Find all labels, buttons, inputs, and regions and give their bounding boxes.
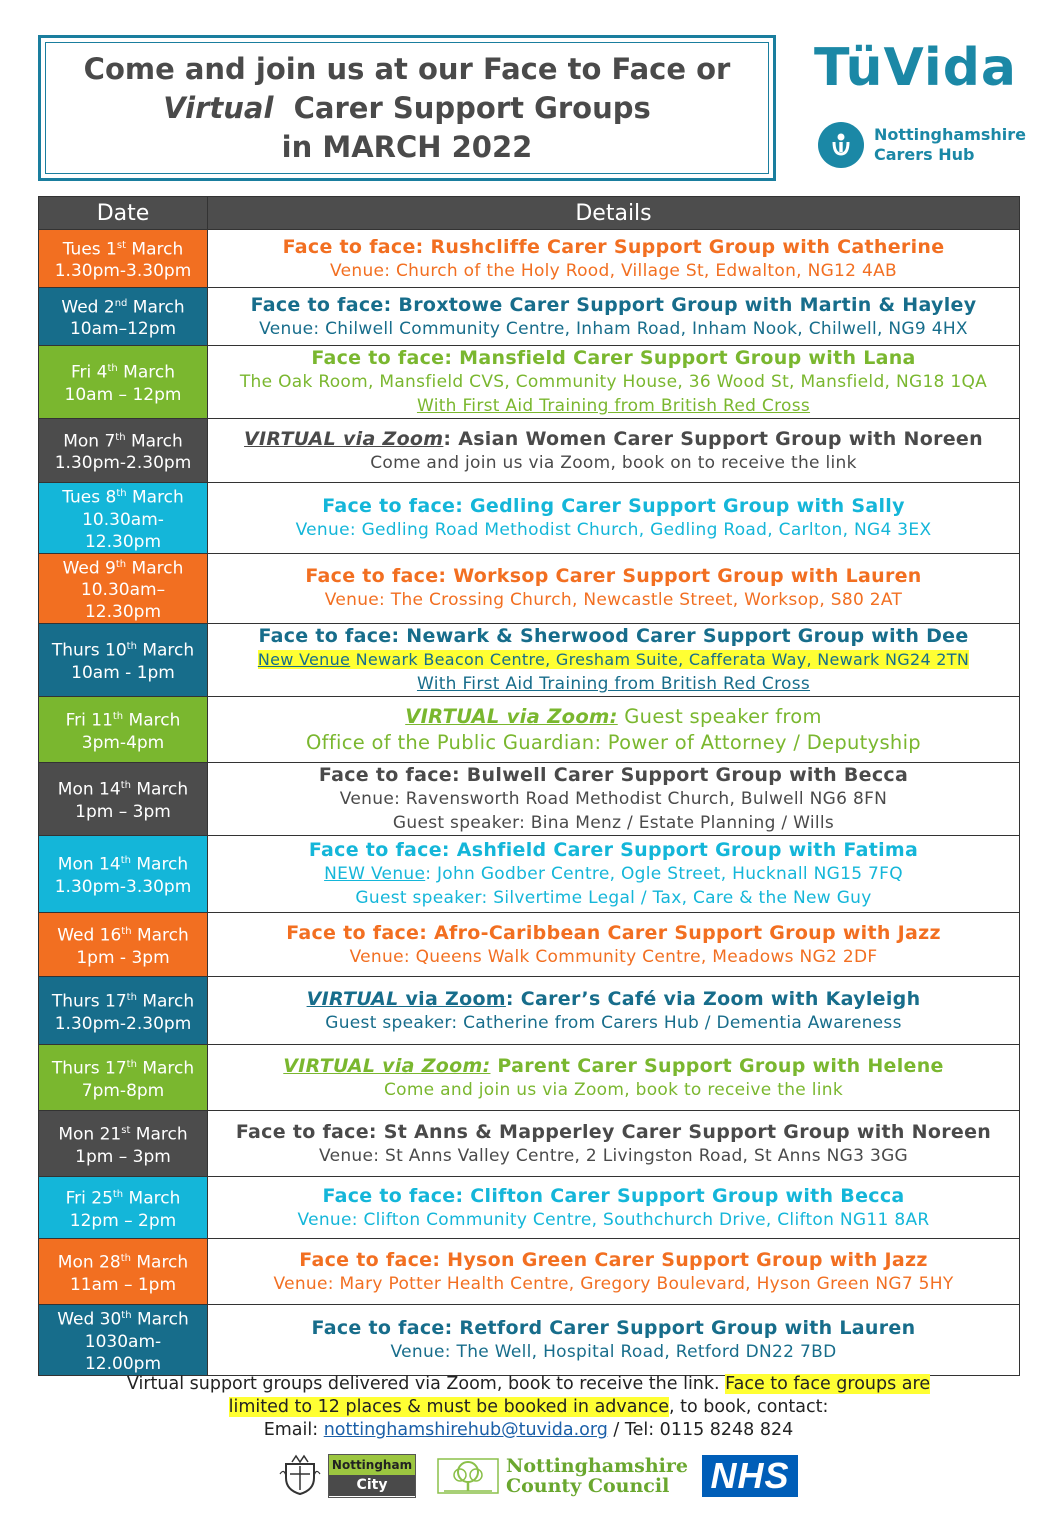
group-title: Face to face: Bulwell Carer Support Group with Becca bbox=[318, 764, 909, 787]
group-title: Face to face: Rushcliffe Carer Support Group with Catherine bbox=[282, 235, 945, 258]
details-cell bbox=[208, 1239, 1020, 1305]
venue-line: Office of the Public Guardian: Power of Attorney / Deputyship bbox=[306, 730, 921, 754]
group-title: VIRTUAL via Zoom: Guest speaker from bbox=[405, 704, 822, 728]
details-cell bbox=[208, 1111, 1020, 1177]
group-title: Face to face: Retford Carer Support Group with Lauren bbox=[311, 1317, 916, 1340]
speaker-line: Guest speaker: Silvertime Legal / Tax, Care & the New Guy bbox=[355, 888, 872, 909]
date-cell: Tues 8th March 10.30am- 12.30pm bbox=[39, 483, 208, 554]
group-title: Face to face: Mansfield Carer Support Group with Lana bbox=[311, 347, 916, 369]
hub-i-icon bbox=[826, 130, 856, 160]
details-cell bbox=[208, 624, 1020, 697]
date-cell: Thurs 17th March 7pm-8pm bbox=[39, 1045, 208, 1111]
table-row bbox=[39, 553, 1020, 624]
venue-line: Venue: Gedling Road Methodist Church, Gedling Road, Carlton, NG4 3EX bbox=[295, 519, 932, 540]
carers-hub-text bbox=[874, 125, 1026, 165]
training-link[interactable]: With First Aid Training from British Red Cross bbox=[416, 674, 811, 695]
speaker-line: Guest speaker: Catherine from Carers Hub / Dementia Awareness bbox=[325, 1012, 902, 1033]
title-line-2-rest: Carer Support Groups bbox=[293, 90, 651, 125]
table-row bbox=[39, 697, 1020, 763]
venue-line: The Oak Room, Mansfield CVS, Community House, 36 Wood St, Mansfield, NG18 1QA bbox=[239, 372, 988, 392]
table-row bbox=[39, 763, 1020, 836]
details-cell bbox=[208, 977, 1020, 1045]
new-venue-label: New Venue bbox=[257, 650, 351, 670]
group-title: Face to face: Gedling Carer Support Group with Sally bbox=[322, 494, 905, 517]
group-title: Face to face: Newark & Sherwood Carer Support Group with Dee bbox=[258, 625, 969, 648]
date-cell: Fri 11th March 3pm-4pm bbox=[39, 697, 208, 763]
date-cell: Mon 14th March 1.30pm-3.30pm bbox=[39, 836, 208, 913]
details-cell bbox=[208, 763, 1020, 836]
date-cell: Thurs 17th March 1.30pm-2.30pm bbox=[39, 977, 208, 1045]
details-cell bbox=[208, 836, 1020, 913]
venue-line: Venue: St Anns Valley Centre, 2 Livingston Road, St Anns NG3 3GG bbox=[318, 1145, 909, 1166]
footer-line-3: Email: nottinghamshirehub@tuvida.org / Tel: 0115 8248 824 bbox=[263, 1420, 794, 1440]
venue-line: Venue: Clifton Community Centre, Southchurch Drive, Clifton NG11 8AR bbox=[297, 1209, 930, 1230]
date-cell: Fri 4th March 10am – 12pm bbox=[39, 346, 208, 419]
carers-hub-icon bbox=[818, 122, 864, 168]
details-cell bbox=[208, 697, 1020, 763]
date-cell: Wed 16th March 1pm - 3pm bbox=[39, 913, 208, 977]
venue-line: Venue: Ravensworth Road Methodist Church, Bulwell NG6 8FN bbox=[339, 789, 888, 810]
venue-line: Venue: Queens Walk Community Centre, Meadows NG2 2DF bbox=[349, 946, 878, 967]
virtual-label[interactable]: VIRTUAL via Zoom: bbox=[405, 704, 618, 728]
details-cell bbox=[208, 1305, 1020, 1376]
table-row bbox=[39, 1239, 1020, 1305]
table-row bbox=[39, 1305, 1020, 1376]
group-title: Face to face: Broxtowe Carer Support Group with Martin & Hayley bbox=[250, 293, 977, 316]
telephone-text: / Tel: 0115 8248 824 bbox=[607, 1420, 794, 1440]
column-header-details: Details bbox=[208, 197, 1020, 230]
details-cell bbox=[208, 483, 1020, 554]
group-title: Face to face: Worksop Carer Support Group with Lauren bbox=[305, 565, 922, 588]
date-cell: Mon 28th March 11am – 1pm bbox=[39, 1239, 208, 1305]
date-cell: Tues 1st March 1.30pm-3.30pm bbox=[39, 230, 208, 288]
title-line-2 bbox=[163, 89, 651, 128]
title-line-3: in MARCH 2022 bbox=[281, 129, 533, 164]
table-row bbox=[39, 624, 1020, 697]
footer-text bbox=[38, 1373, 1019, 1442]
group-title: VIRTUAL via Zoom: Asian Women Carer Support Group with Noreen bbox=[244, 427, 983, 450]
table-row bbox=[39, 288, 1020, 346]
date-cell: Wed 9th March 10.30am– 12.30pm bbox=[39, 553, 208, 624]
venue-line: Venue: The Crossing Church, Newcastle Street, Worksop, S80 2AT bbox=[324, 590, 903, 611]
date-cell: Wed 30th March 1030am- 12.00pm bbox=[39, 1305, 208, 1376]
table-row bbox=[39, 230, 1020, 288]
title-virtual: Virtual bbox=[163, 90, 274, 125]
details-cell bbox=[208, 346, 1020, 419]
venue-line: NEW Venue: John Godber Centre, Ogle Street, Hucknall NG15 7FQ bbox=[324, 864, 903, 885]
venue-line: Venue: Mary Potter Health Centre, Gregory Boulevard, Hyson Green NG7 5HY bbox=[273, 1273, 954, 1294]
group-title: Face to face: Hyson Green Carer Support Group with Jazz bbox=[299, 1248, 928, 1271]
venue-line: Venue: The Well, Hospital Road, Retford DN22 7BD bbox=[390, 1342, 837, 1363]
hub-line-2: Carers Hub bbox=[874, 145, 975, 164]
virtual-label[interactable]: VIRTUAL via Zoom: bbox=[283, 1054, 491, 1077]
partner-logos bbox=[278, 1452, 798, 1514]
table-row bbox=[39, 1177, 1020, 1239]
table-row bbox=[39, 1045, 1020, 1111]
virtual-label[interactable]: VIRTUAL via Zoom bbox=[244, 427, 444, 450]
city-logo-top: Nottingham bbox=[329, 1455, 415, 1475]
via-zoom-label[interactable]: via Zoom bbox=[398, 987, 506, 1010]
date-cell: Thurs 10th March 10am - 1pm bbox=[39, 624, 208, 697]
title-inner bbox=[45, 42, 769, 174]
venue-line: Venue: Chilwell Community Centre, Inham Road, Inham Nook, Chilwell, NG9 4HX bbox=[259, 318, 968, 339]
county-line-1: Nottinghamshire bbox=[506, 1455, 688, 1477]
county-tree-icon bbox=[436, 1455, 500, 1497]
details-cell bbox=[208, 553, 1020, 624]
details-cell bbox=[208, 230, 1020, 288]
table-row bbox=[39, 1111, 1020, 1177]
group-title: Face to face: Clifton Carer Support Group with Becca bbox=[322, 1184, 905, 1207]
group-title: VIRTUAL via Zoom: Parent Carer Support Group with Helene bbox=[283, 1054, 944, 1077]
speaker-line: Guest speaker: Bina Menz / Estate Planning / Wills bbox=[392, 813, 835, 834]
footer-line-1: Virtual support groups delivered via Zoom, book to receive the link. Face to face groups are bbox=[126, 1374, 931, 1394]
table-row bbox=[39, 419, 1020, 483]
nottingham-city-council-logo bbox=[328, 1454, 416, 1514]
title-box bbox=[38, 35, 776, 181]
venue-line: Come and join us via Zoom, book on to receive the link bbox=[370, 452, 857, 473]
details-cell bbox=[208, 419, 1020, 483]
table-header-row bbox=[39, 197, 1020, 230]
city-crest-icon bbox=[278, 1454, 322, 1498]
nottinghamshire-county-council-logo bbox=[436, 1455, 688, 1497]
hub-line-1: Nottinghamshire bbox=[874, 125, 1027, 144]
virtual-label[interactable]: VIRTUAL bbox=[306, 987, 399, 1010]
email-link[interactable]: nottinghamshirehub@tuvida.org bbox=[323, 1420, 608, 1440]
group-title: Face to face: St Anns & Mapperley Carer Support Group with Noreen bbox=[235, 1120, 992, 1143]
table-row bbox=[39, 483, 1020, 554]
date-cell: Fri 25th March 12pm – 2pm bbox=[39, 1177, 208, 1239]
group-title: Face to face: Afro-Caribbean Carer Support Group with Jazz bbox=[286, 921, 941, 944]
carers-hub-logo bbox=[818, 122, 1026, 168]
nhs-logo: NHS bbox=[702, 1455, 798, 1497]
table-row bbox=[39, 913, 1020, 977]
table-row bbox=[39, 977, 1020, 1045]
tuvida-logo: TüVida bbox=[814, 38, 1018, 98]
date-cell: Mon 14th March 1pm – 3pm bbox=[39, 763, 208, 836]
schedule-table bbox=[38, 196, 1020, 1376]
county-line-2: County Council bbox=[506, 1475, 670, 1497]
details-cell bbox=[208, 288, 1020, 346]
table-row bbox=[39, 836, 1020, 913]
date-cell: Mon 7th March 1.30pm-2.30pm bbox=[39, 419, 208, 483]
details-cell bbox=[208, 1177, 1020, 1239]
city-logo-bottom: City Council bbox=[329, 1475, 415, 1496]
training-link[interactable]: With First Aid Training from British Red Cross bbox=[416, 396, 811, 416]
venue-line: New Venue Newark Beacon Centre, Gresham Suite, Cafferata Way, Newark NG24 2TN bbox=[257, 650, 970, 670]
column-header-date: Date bbox=[39, 197, 208, 230]
group-title: Face to face: Ashfield Carer Support Group with Fatima bbox=[308, 839, 919, 862]
date-cell: Wed 2nd March 10am–12pm bbox=[39, 288, 208, 346]
table-row bbox=[39, 346, 1020, 419]
venue-line: Come and join us via Zoom, book to receive the link bbox=[383, 1079, 844, 1100]
date-cell: Mon 21st March 1pm – 3pm bbox=[39, 1111, 208, 1177]
footer-line-2: limited to 12 places & must be booked in advance, to book, contact: bbox=[228, 1397, 829, 1417]
group-title: VIRTUAL via Zoom: Carer’s Café via Zoom with Kayleigh bbox=[306, 987, 921, 1010]
details-cell bbox=[208, 913, 1020, 977]
title-line-1: Come and join us at our Face to Face or bbox=[83, 51, 731, 86]
venue-line: Venue: Church of the Holy Rood, Village St, Edwalton, NG12 4AB bbox=[330, 260, 897, 281]
new-venue-label: NEW Venue bbox=[324, 864, 426, 885]
details-cell bbox=[208, 1045, 1020, 1111]
